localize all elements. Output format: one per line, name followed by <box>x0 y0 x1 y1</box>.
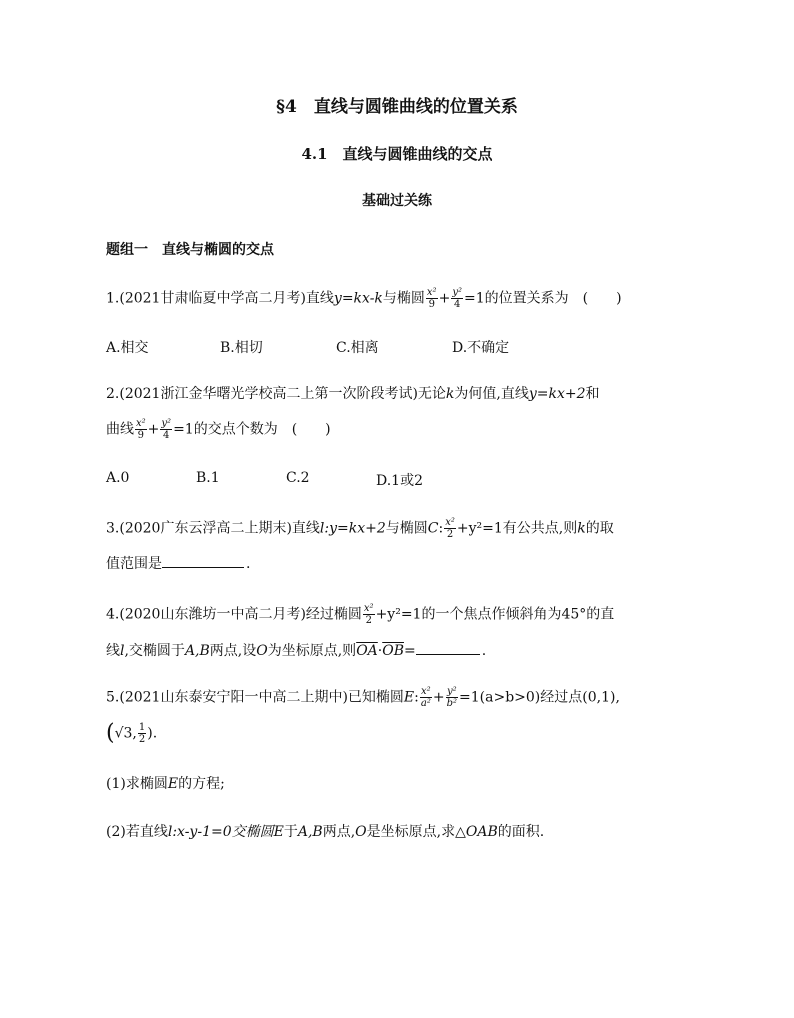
q5-condition: =1(a>b>0)经过点(0,1), <box>459 689 620 706</box>
q5-part2-OAB: OAB <box>465 824 498 840</box>
q2-option-b: B.1 <box>196 470 220 486</box>
q4-a: 线 <box>106 643 120 659</box>
q3-mid: 与椭圆 <box>385 520 428 537</box>
q5-part2-tail: 是坐标原点,求△ <box>366 824 466 840</box>
q4-tail: +y²=1的一个焦点作倾斜角为45°的直 <box>375 606 615 623</box>
q3-k: k <box>577 520 586 537</box>
question-5-part-1 <box>106 774 225 794</box>
q4-l: l <box>120 643 125 659</box>
q4-lead: 4.(2020山东潍坊一中高二月考)经过椭圆 <box>106 606 362 623</box>
q1-option-c: C.相离 <box>336 340 379 356</box>
question-5-point <box>106 722 157 745</box>
q5-part2-end: 的面积. <box>497 824 545 840</box>
q5-part1-tail: 的方程; <box>178 776 225 792</box>
q4-vector-OB: $\overline{OB}$ <box>382 643 404 659</box>
q3-line-eq: :y=kx+2 <box>324 520 386 537</box>
subsection-title: 4.1 直线与圆锥曲线的交点 <box>301 145 493 163</box>
question-4-line-1 <box>106 603 614 626</box>
q1-line-eq: y=kx-k <box>333 290 383 307</box>
group-title: 题组一 直线与椭圆的交点 <box>106 242 274 258</box>
question-2-line-2 <box>106 418 331 441</box>
q5-close-paren: ). <box>147 725 158 742</box>
q1-option-b: B.相切 <box>220 340 263 356</box>
question-3-line-2 <box>106 553 250 574</box>
q1-tail: =1的位置关系为 ( ) <box>463 290 622 307</box>
q3-fraction: $\frac{\text{x²}}{2}$ <box>445 517 455 540</box>
q5-plus: + <box>432 689 445 706</box>
q4-O: O <box>256 643 268 659</box>
q2-fraction-x: $\frac{\text{x²}}{9}$ <box>136 418 146 441</box>
q3-tail-2: 的取 <box>585 520 614 537</box>
q3-tail: +y²=1有公共点,则 <box>456 520 578 537</box>
q5-half: $\frac{1}{2}$ <box>138 722 146 745</box>
q4-dot: · <box>377 643 383 659</box>
q2-tail-2: =1的交点个数为 ( ) <box>173 421 331 438</box>
q4-b: ,交椭圆于 <box>124 643 185 659</box>
q2-lead: 2.(2021浙江金华曙光学校高二上第一次阶段考试)无论 <box>106 386 446 402</box>
q2-k: k <box>445 386 455 402</box>
q5-part2-E: E <box>273 824 284 840</box>
q4-end: . <box>481 643 487 659</box>
q4-fraction: $\frac{\text{x²}}{2}$ <box>363 603 374 626</box>
q1-lead: 1.(2021甘肃临夏中学高二月考)直线 <box>106 290 334 307</box>
q4-AB: A,B <box>184 643 210 659</box>
q5-part1-E: E <box>167 776 179 792</box>
q5-part2-AB: A,B <box>297 824 323 840</box>
q4-c: 两点,设 <box>209 643 257 659</box>
q3-C: C <box>427 520 439 537</box>
q5-part2-l: l <box>167 824 173 840</box>
question-3-line-1 <box>106 517 614 540</box>
q4-d: 为坐标原点,则 <box>267 643 357 659</box>
q5-fraction-x: $\frac{\text{x²}}{\text{a²}}$ <box>420 686 431 709</box>
q5-open-paren: ( <box>106 720 115 746</box>
q3-lead: 3.(2020广东云浮高二上期末)直线 <box>106 520 320 537</box>
q5-part2-eq: :x-y-1=0交椭圆 <box>172 824 274 840</box>
q5-part2-lead: (2)若直线 <box>106 824 168 840</box>
q5-part1-lead: (1)求椭圆 <box>106 776 168 792</box>
q3-l: l <box>319 520 325 537</box>
q1-option-a: A.相交 <box>106 340 149 356</box>
q3-range-label: 值范围是 <box>106 556 162 572</box>
q1-option-d: D.不确定 <box>452 340 510 356</box>
question-2-line-1 <box>106 384 600 404</box>
q1-plus: + <box>438 290 451 307</box>
q2-plus: + <box>147 421 160 438</box>
q2-curve: 曲线 <box>106 421 134 438</box>
q5-part2-mid2: 两点, <box>322 824 356 840</box>
q2-tail: 和 <box>585 386 600 402</box>
question-5-line-1 <box>106 686 620 709</box>
q3-colon: : <box>438 520 444 537</box>
q4-answer-blank[interactable] <box>416 640 480 655</box>
q5-part2-mid: 于 <box>283 824 298 840</box>
q1-fraction-x: $\frac{\text{x²}}{9}$ <box>426 287 437 310</box>
q3-end: . <box>246 556 251 572</box>
q1-fraction-y: $\frac{\text{y²}}{4}$ <box>452 287 462 310</box>
q5-fraction-y: $\frac{\text{y²}}{\text{b²}}$ <box>446 686 458 709</box>
q5-comma: , <box>132 725 137 742</box>
q5-E: E <box>403 689 415 706</box>
q2-option-a: A.0 <box>106 470 130 486</box>
q5-sqrt3: √3 <box>114 725 133 742</box>
q2-line-eq: y=kx+2 <box>528 386 586 402</box>
q5-part2-O: O <box>355 824 367 840</box>
q4-eq: = <box>404 643 416 659</box>
practice-title: 基础过关练 <box>362 193 432 209</box>
q1-mid: 与椭圆 <box>382 290 425 307</box>
q3-answer-blank[interactable] <box>162 553 244 568</box>
q4-vector-OA: $\overline{OA}$ <box>356 643 378 659</box>
question-4-line-2 <box>106 640 486 661</box>
section-title: §4 直线与圆锥曲线的位置关系 <box>276 97 518 117</box>
question-1 <box>106 287 622 310</box>
question-5-part-2 <box>106 822 544 842</box>
q2-option-d: D.1或2 <box>376 473 423 489</box>
q2-option-c: C.2 <box>286 470 310 486</box>
q2-fraction-y: $\frac{\text{y²}}{4}$ <box>161 418 172 441</box>
q2-mid: 为何值,直线 <box>454 386 529 402</box>
q5-lead: 5.(2021山东泰安宁阳一中高二上期中)已知椭圆 <box>106 689 404 706</box>
q5-colon: : <box>414 689 419 706</box>
